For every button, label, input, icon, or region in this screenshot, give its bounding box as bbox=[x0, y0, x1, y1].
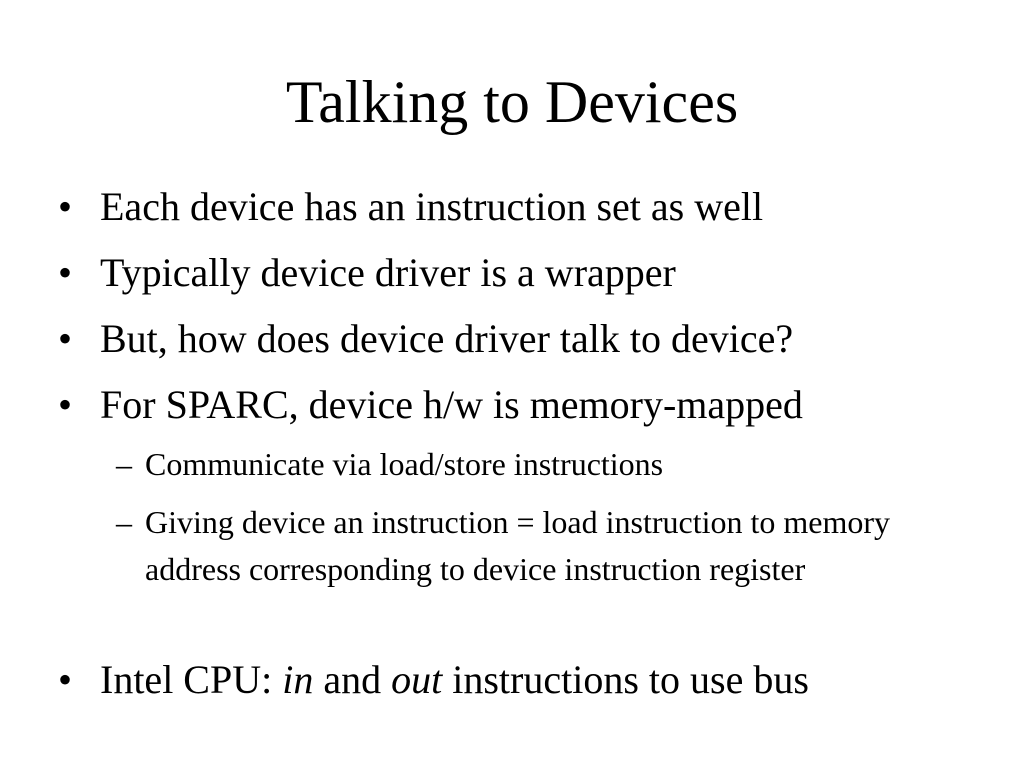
bullet-text: For SPARC, device h/w is memory-mapped bbox=[100, 382, 803, 427]
dash-icon: – bbox=[116, 446, 132, 482]
keyword-in: in bbox=[282, 657, 314, 702]
bullet-text bbox=[100, 656, 809, 704]
sub-bullet-text: Communicate via load/store instructions bbox=[145, 446, 664, 482]
sub-bullet-item bbox=[116, 499, 976, 593]
sub-bullet-text: Giving device an instruction = load instruction to memory address corresponding to device instruction register bbox=[145, 504, 891, 587]
bullet-icon: • bbox=[58, 184, 73, 229]
bullet-text: Typically device driver is a wrapper bbox=[100, 250, 676, 295]
bullet-text: But, how does device driver talk to device? bbox=[100, 316, 794, 361]
bullet-text-suffix: instructions to use bus bbox=[442, 657, 809, 702]
slide-title: Talking to Devices bbox=[285, 69, 739, 135]
bullet-text: Each device has an instruction set as well bbox=[100, 184, 764, 229]
bullet-text-mid: and bbox=[313, 657, 392, 702]
sub-bullet-item bbox=[116, 441, 976, 488]
bullet-text-prefix: Intel CPU: bbox=[100, 657, 283, 702]
bullet-icon: • bbox=[58, 250, 73, 295]
bullet-icon: • bbox=[58, 316, 73, 361]
dash-icon: – bbox=[116, 504, 132, 540]
bullet-icon: • bbox=[58, 382, 73, 427]
keyword-out: out bbox=[391, 657, 443, 702]
bullet-icon: • bbox=[58, 657, 73, 702]
